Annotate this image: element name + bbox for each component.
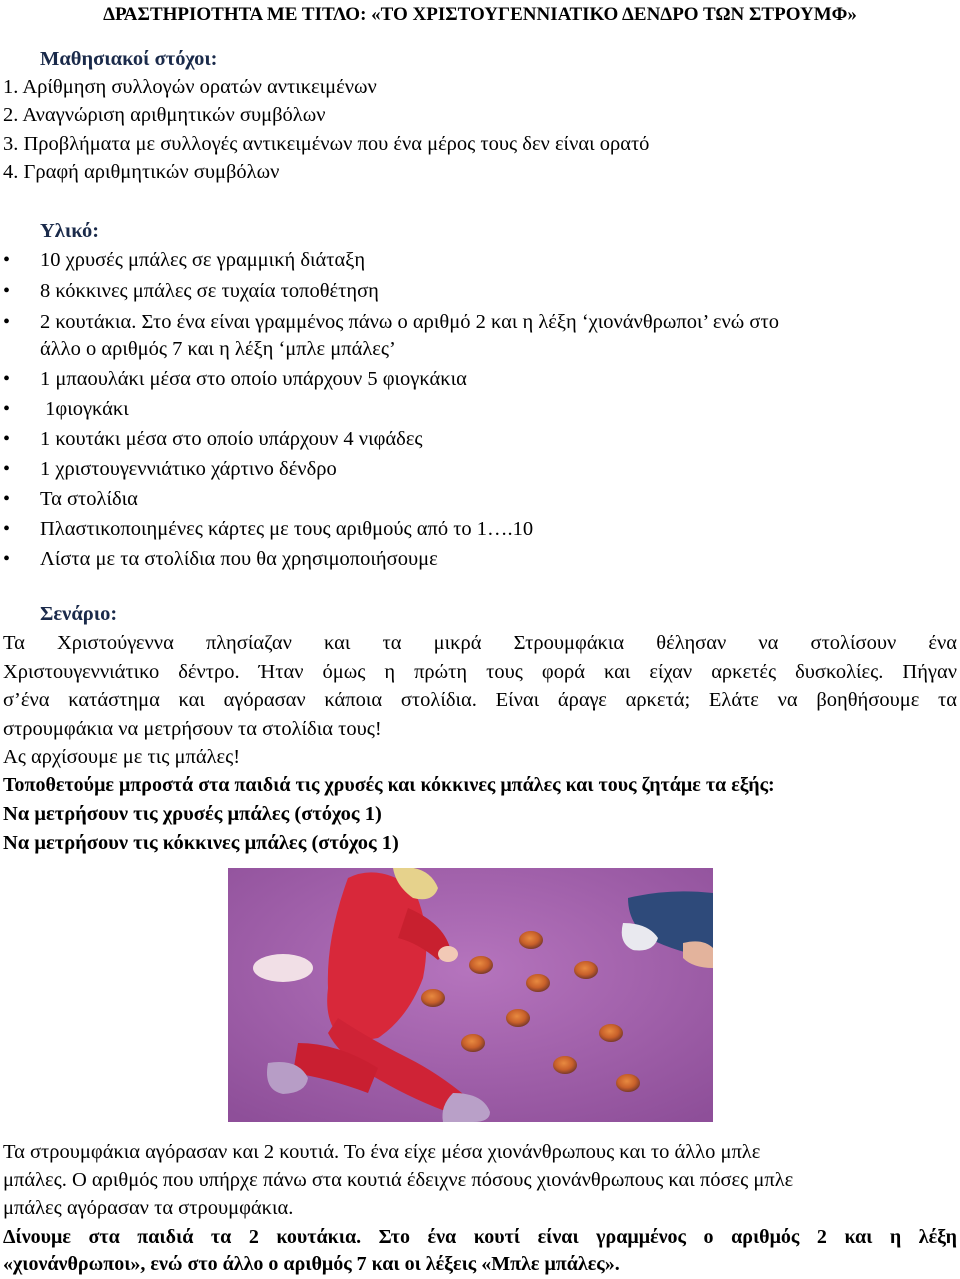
material-item: Πλαστικοποιημένες κάρτες με τους αριθμούς από το 1….10	[40, 518, 534, 540]
bullet-icon: •	[3, 458, 11, 480]
ornament-ball	[461, 1034, 485, 1052]
left-shoe	[253, 954, 313, 982]
objective-item: 4. Γραφή αριθμητικών συμβόλων	[3, 161, 280, 183]
scenario-paragraph-line: Ας αρχίσουμε με τις μπάλες!	[3, 746, 241, 768]
material-item: 2 κουτάκια. Στο ένα είναι γραμμένος πάνω ο αριθμό 2 και η λέξη ‘χιονάνθρωποι’ ενώ στο	[40, 311, 779, 333]
bullet-icon: •	[3, 428, 11, 450]
material-item: 1 χριστουγεννιάτικο χάρτινο δένδρο	[40, 458, 337, 480]
scenario-paragraph-line: σ’ένα κατάστημα και αγόρασαν κάποια στολίδια. Είναι άραγε αρκετά; Ελάτε να βοηθήσουμε τα	[3, 689, 957, 711]
ornament-ball	[553, 1056, 577, 1074]
bullet-icon: •	[3, 488, 11, 510]
material-item-continuation: άλλο ο αριθμός 7 και η λέξη ‘μπλε μπάλες’	[40, 338, 396, 360]
instruction-line: Δίνουμε στα παιδιά τα 2 κουτάκια. Στο ένα κουτί είναι γραμμένος ο αριθμός 2 και η λέξη	[3, 1226, 957, 1248]
ornament-ball	[519, 931, 543, 949]
instruction-line: Να μετρήσουν τις χρυσές μπάλες (στόχος 1)	[3, 803, 382, 825]
material-item: Τα στολίδια	[40, 488, 138, 510]
objective-item: 3. Προβλήματα με συλλογές αντικειμένων που ένα μέρος τους δεν είναι ορατό	[3, 133, 650, 155]
scenario-paragraph-line: Τα Χριστούγεννα πλησίαζαν και τα μικρά Στρουμφάκια θέλησαν να στολίσουν ένα	[3, 632, 957, 654]
objective-item: 1. Αρίθμηση συλλογών ορατών αντικειμένων	[3, 76, 377, 98]
material-item: 10 χρυσές μπάλες σε γραμμική διάταξη	[40, 249, 366, 271]
ornament-ball	[506, 1009, 530, 1027]
document-title: ΔΡΑΣΤΗΡΙΟΤΗΤΑ ΜΕ ΤΙΤΛΟ: «ΤΟ ΧΡΙΣΤΟΥΓΕΝΝΙΑΤΙΚΟ ΔΕΝΔΡΟ ΤΩΝ ΣΤΡΟΥΜΦ»	[103, 4, 857, 25]
objective-item: 2. Αναγνώριση αριθμητικών συμβόλων	[3, 104, 326, 126]
bullet-icon: •	[3, 518, 11, 540]
body-paragraph-line: Τα στρουμφάκια αγόρασαν και 2 κουτιά. Το ένα είχε μέσα χιονάνθρωπους και το άλλο μπλε	[3, 1141, 761, 1163]
materials-heading: Υλικό:	[40, 220, 100, 242]
bullet-icon: •	[3, 548, 11, 570]
activity-photo	[228, 868, 713, 1122]
activity-photo-drawing	[228, 868, 713, 1122]
bullet-icon: •	[3, 280, 11, 302]
body-paragraph-line: μπάλες. Ο αριθμός που υπήρχε πάνω στα κουτιά έδειχνε πόσους χιονάνθρωπους και πόσες μπλε	[3, 1169, 794, 1191]
bullet-icon: •	[3, 311, 11, 333]
bullet-icon: •	[3, 249, 11, 271]
child-hand	[438, 946, 458, 962]
material-item: 1 μπαουλάκι μέσα στο οποίο υπάρχουν 5 φιογκάκια	[40, 368, 467, 390]
ornament-ball	[599, 1024, 623, 1042]
scenario-heading: Σενάριο:	[40, 603, 118, 625]
scenario-paragraph-line: Χριστουγεννιάτικο δέντρο. Ήταν όμως η πρώτη τους φορά και είχαν αρκετές δυσκολίες. Πήγαν	[3, 661, 957, 683]
ornament-ball	[616, 1074, 640, 1092]
material-item: 1 κουτάκι μέσα στο οποίο υπάρχουν 4 νιφάδες	[40, 428, 423, 450]
instruction-line: «χιονάνθρωποι», ενώ στο άλλο ο αριθμός 7 και οι λέξεις «Μπλε μπάλες».	[3, 1253, 620, 1275]
objectives-heading: Μαθησιακοί στόχοι:	[40, 48, 218, 70]
instruction-line: Τοποθετούμε μπροστά στα παιδιά τις χρυσές και κόκκινες μπάλες και τους ζητάμε τα εξής:	[3, 774, 775, 796]
body-paragraph-line: μπάλες αγόρασαν τα στρουμφάκια.	[3, 1197, 294, 1219]
scenario-paragraph-line: στρουμφάκια να μετρήσουν τα στολίδια τους!	[3, 718, 382, 740]
material-item: 8 κόκκινες μπάλες σε τυχαία τοποθέτηση	[40, 280, 379, 302]
bullet-icon: •	[3, 368, 11, 390]
ornament-ball	[469, 956, 493, 974]
instruction-line: Να μετρήσουν τις κόκκινες μπάλες (στόχος 1)	[3, 832, 399, 854]
bullet-icon: •	[3, 398, 11, 420]
ornament-ball	[421, 989, 445, 1007]
material-item: 1φιογκάκι	[40, 398, 129, 420]
ornament-ball	[526, 974, 550, 992]
ornament-ball	[574, 961, 598, 979]
material-item: Λίστα με τα στολίδια που θα χρησιμοποιήσουμε	[40, 548, 438, 570]
